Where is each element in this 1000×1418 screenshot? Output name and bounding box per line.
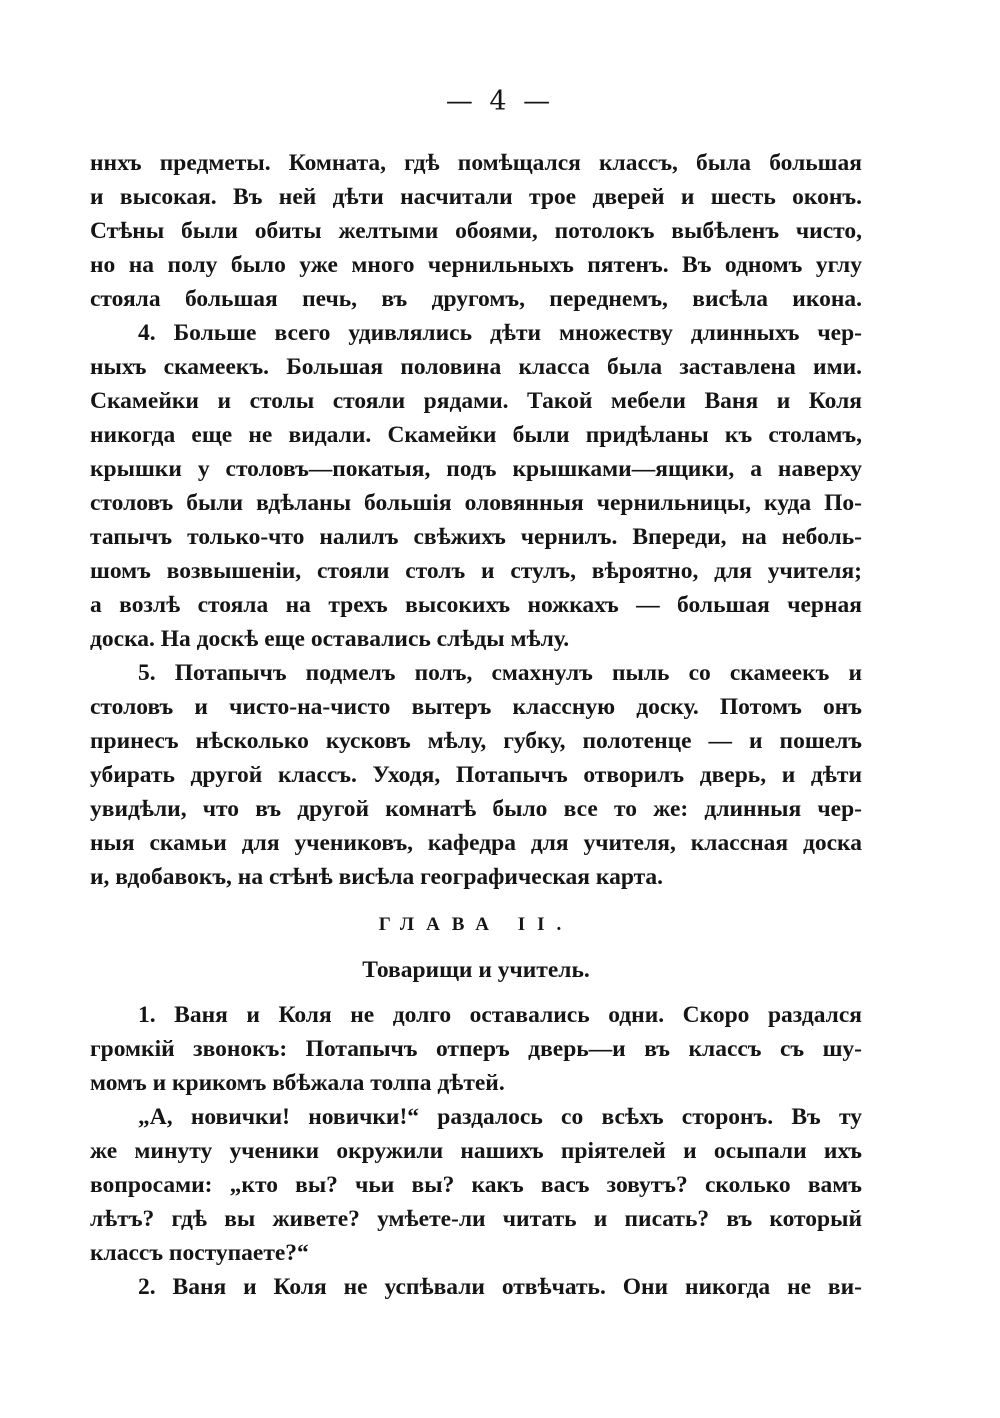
text-line: момъ и крикомъ вбѣжала толпа дѣтей. bbox=[90, 1070, 505, 1096]
text-line: ныя скамьи для учениковъ, кафедра для учителя, классная доска bbox=[90, 830, 862, 856]
text-line: 4. Больше всего удивлялись дѣти множеству длинныхъ чер- bbox=[138, 320, 862, 346]
text-line: доска. На доскѣ еще оставались слѣды мѣлу. bbox=[90, 626, 570, 652]
text-line: же минуту ученики окружили нашихъ пріятелей и осыпали ихъ bbox=[90, 1138, 862, 1164]
text-line: лѣтъ? гдѣ вы живете? умѣете-ли читать и писать? въ который bbox=[90, 1206, 862, 1232]
text-line: громкій звонокъ: Потапычъ отперъ дверь—и въ классъ съ шу- bbox=[90, 1036, 862, 1062]
paragraph-intro bbox=[90, 146, 862, 316]
chapter-title: Товарищи и учитель. bbox=[362, 957, 590, 983]
text-line: а возлѣ стояла на трехъ высокихъ ножкахъ — большая черная bbox=[90, 592, 862, 618]
text-line: и, вдобавокъ, на стѣнѣ висѣла географическая карта. bbox=[90, 864, 664, 890]
text-line: убирать другой классъ. Уходя, Потапычъ отворилъ дверь, и дѣти bbox=[90, 762, 862, 788]
text-line: ннхъ предметы. Комната, гдѣ помѣщался классъ, была большая bbox=[90, 150, 862, 176]
text-line: стояла большая печь, въ другомъ, переднемъ, висѣла икона. bbox=[90, 286, 862, 312]
text-line: принесъ нѣсколько кусковъ мѣлу, губку, полотенце — и пошелъ bbox=[90, 728, 862, 754]
text-line: никогда еще не видали. Скамейки были придѣланы къ столамъ, bbox=[90, 422, 862, 448]
text-line: шомъ возвышеніи, стояли столъ и стулъ, вѣроятно, для учителя; bbox=[90, 558, 862, 584]
text-line: но на полу было уже много чернильныхъ пятенъ. Въ одномъ углу bbox=[90, 252, 862, 278]
text-line: Стѣны были обиты желтыми обоями, потолокъ выбѣленъ чисто, bbox=[90, 218, 862, 244]
page-number: — 4 — bbox=[445, 86, 555, 117]
paragraph-5 bbox=[90, 656, 862, 894]
text-line: вопросами: „кто вы? чьи вы? какъ васъ зовутъ? сколько вамъ bbox=[90, 1172, 862, 1198]
text-line: тапычъ только-что налилъ свѣжихъ чернилъ. Впереди, на неболь- bbox=[90, 524, 862, 550]
text-line: столовъ и чисто-на-чисто вытеръ классную доску. Потомъ онъ bbox=[90, 694, 862, 720]
text-line: и высокая. Въ ней дѣти насчитали трое дверей и шесть оконъ. bbox=[90, 184, 862, 210]
page-text bbox=[90, 146, 862, 1304]
chapter-heading: ГЛАВА II. bbox=[378, 914, 574, 935]
text-line: ныхъ скамеекъ. Большая половина класса была заставлена ими. bbox=[90, 354, 862, 380]
paragraph-ch2-1 bbox=[90, 998, 862, 1100]
text-line: классъ поступаете?“ bbox=[90, 1240, 309, 1266]
text-line: 1. Ваня и Коля не долго оставались одни. Скоро раздался bbox=[138, 1002, 862, 1028]
text-line: Скамейки и столы стояли рядами. Такой мебели Ваня и Коля bbox=[90, 388, 862, 414]
text-line: 5. Потапычъ подмелъ полъ, смахнулъ пыль со скамеекъ и bbox=[138, 660, 862, 686]
text-line: столовъ были вдѣланы большія оловянныя чернильницы, куда По- bbox=[90, 490, 862, 516]
paragraph-ch2-2 bbox=[90, 1270, 862, 1304]
paragraph-4 bbox=[90, 316, 862, 656]
text-line: крышки у столовъ—покатыя, подъ крышками—ящики, а наверху bbox=[90, 456, 862, 482]
paragraph-quote bbox=[90, 1100, 862, 1270]
text-line: „А, новички! новички!“ раздалось со всѣхъ сторонъ. Въ ту bbox=[138, 1104, 862, 1130]
text-line: увидѣли, что въ другой комнатѣ было все то же: длинныя чер- bbox=[90, 796, 862, 822]
text-line: 2. Ваня и Коля не успѣвали отвѣчать. Они никогда не ви- bbox=[138, 1274, 862, 1300]
